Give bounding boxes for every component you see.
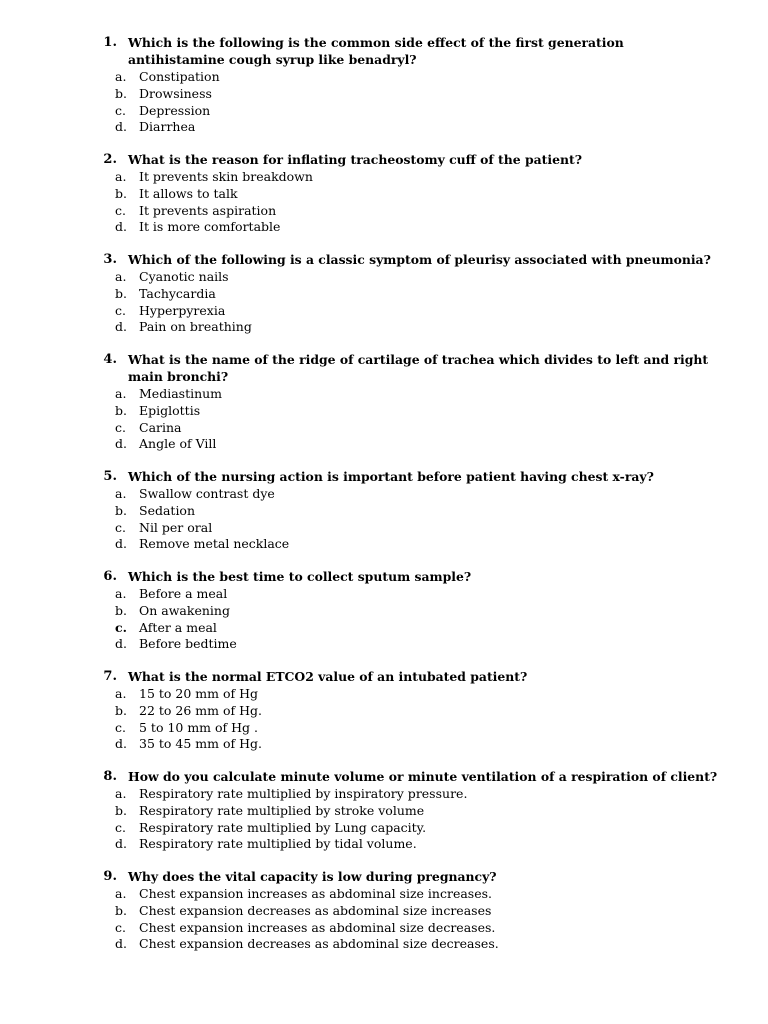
option-letter: d. <box>115 436 127 452</box>
option-text: Chest expansion decreases as abdominal size increases <box>139 902 492 918</box>
option-text: Constipation <box>139 69 220 84</box>
question-line <box>0 34 768 68</box>
question-item <box>0 151 768 235</box>
question-text: What is the name of the ridge of cartilage of trachea which divides to left and right main bronchi? <box>128 352 709 384</box>
question-number: 4. <box>103 352 117 367</box>
answer-option <box>0 802 768 819</box>
option-letter: b. <box>115 802 127 818</box>
option-text: Pain on breathing <box>139 319 252 335</box>
question-number: 2. <box>103 152 117 167</box>
option-letter: b. <box>115 185 127 201</box>
answer-option <box>0 268 768 285</box>
option-text: On awakening <box>139 602 230 618</box>
question-number: 6. <box>103 569 117 584</box>
option-letter: c. <box>115 102 126 118</box>
question-item <box>0 768 768 852</box>
option-letter: b. <box>115 85 127 101</box>
option-letter: c. <box>115 202 126 218</box>
answer-option <box>0 168 768 185</box>
answer-option <box>0 85 768 102</box>
option-letter: c. <box>115 619 127 635</box>
answer-option <box>0 735 768 752</box>
option-letter: c. <box>115 419 126 435</box>
answer-option <box>0 535 768 552</box>
answer-option <box>0 785 768 802</box>
option-text: Chest expansion increases as abdominal size decreases. <box>139 919 496 935</box>
option-text: Cyanotic nails <box>139 269 229 284</box>
option-text: Epiglottis <box>139 402 201 418</box>
answer-option <box>0 702 768 719</box>
answer-option <box>0 602 768 619</box>
option-text: Hyperpyrexia <box>139 302 226 318</box>
answer-option <box>0 68 768 85</box>
option-text: Tachycardia <box>139 285 216 301</box>
option-text: Respiratory rate multiplied by inspiratory pressure. <box>139 786 468 801</box>
option-text: 22 to 26 mm of Hg. <box>139 702 262 718</box>
answer-option <box>0 935 768 952</box>
option-text: Sedation <box>139 502 196 518</box>
answer-option <box>0 502 768 519</box>
answer-option <box>0 485 768 502</box>
option-letter: d. <box>115 219 127 235</box>
question-line <box>0 568 768 585</box>
option-text: Chest expansion decreases as abdominal size decreases. <box>139 936 499 952</box>
answer-option <box>0 318 768 335</box>
option-text: Respiratory rate multiplied by Lung capacity. <box>139 819 427 835</box>
question-text: What is the normal ETCO2 value of an intubated patient? <box>128 669 528 684</box>
option-letter: a. <box>115 69 127 84</box>
answer-option <box>0 635 768 652</box>
question-item <box>0 468 768 552</box>
option-letter: b. <box>115 902 127 918</box>
answer-option <box>0 819 768 836</box>
answer-option <box>0 435 768 452</box>
option-letter: d. <box>115 936 127 952</box>
question-text: Why does the vital capacity is low during pregnancy? <box>128 869 497 884</box>
option-letter: a. <box>115 486 127 501</box>
option-letter: b. <box>115 502 127 518</box>
option-text: Respiratory rate multiplied by stroke volume <box>139 802 425 818</box>
option-letter: a. <box>115 586 127 601</box>
answer-option <box>0 835 768 852</box>
question-number: 5. <box>103 469 117 484</box>
option-letter: d. <box>115 636 127 652</box>
question-item <box>0 668 768 752</box>
option-letter: c. <box>115 919 126 935</box>
question-line <box>0 868 768 885</box>
option-letter: c. <box>115 302 126 318</box>
option-letter: b. <box>115 402 127 418</box>
question-text: Which of the nursing action is important before patient having chest x-ray? <box>128 469 654 484</box>
option-letter: d. <box>115 119 127 135</box>
option-letter: b. <box>115 285 127 301</box>
question-item <box>0 251 768 335</box>
answer-option <box>0 619 768 636</box>
option-letter: c. <box>115 519 126 535</box>
question-number: 3. <box>103 252 117 267</box>
answer-option <box>0 685 768 702</box>
option-letter: d. <box>115 536 127 552</box>
option-text: 35 to 45 mm of Hg. <box>139 736 262 752</box>
answer-option <box>0 385 768 402</box>
question-line <box>0 468 768 485</box>
answer-option <box>0 419 768 436</box>
option-letter: a. <box>115 786 127 801</box>
answer-option <box>0 919 768 936</box>
option-text: Remove metal necklace <box>139 536 290 552</box>
option-letter: d. <box>115 836 127 852</box>
option-letter: b. <box>115 702 127 718</box>
option-text: 5 to 10 mm of Hg . <box>139 719 258 735</box>
question-item <box>0 868 768 952</box>
option-text: Carina <box>139 419 182 435</box>
question-number: 8. <box>103 769 117 784</box>
question-line <box>0 251 768 268</box>
question-number: 7. <box>103 669 117 684</box>
answer-option <box>0 402 768 419</box>
answer-option <box>0 719 768 736</box>
question-list <box>0 34 768 968</box>
option-text: Respiratory rate multiplied by tidal volume. <box>139 836 417 852</box>
option-text: Chest expansion increases as abdominal size increases. <box>139 886 493 901</box>
question-text: Which is the following is the common side effect of the first generation antihistamine cough syrup like benadryl? <box>128 35 624 67</box>
option-letter: a. <box>115 386 127 401</box>
option-text: Angle of Vill <box>139 436 217 452</box>
option-text: Mediastinum <box>139 386 223 401</box>
option-text: It prevents skin breakdown <box>139 169 313 184</box>
option-letter: a. <box>115 169 127 184</box>
option-letter: d. <box>115 319 127 335</box>
question-line <box>0 151 768 168</box>
answer-option <box>0 118 768 135</box>
option-letter: a. <box>115 686 127 701</box>
option-letter: d. <box>115 736 127 752</box>
option-text: It allows to talk <box>139 185 238 201</box>
answer-option <box>0 185 768 202</box>
question-line <box>0 668 768 685</box>
option-text: Depression <box>139 102 211 118</box>
option-text: Before bedtime <box>139 636 237 652</box>
question-item <box>0 351 768 452</box>
question-number: 1. <box>103 35 117 50</box>
option-letter: a. <box>115 269 127 284</box>
answer-option <box>0 285 768 302</box>
question-text: Which of the following is a classic symptom of pleurisy associated with pneumonia? <box>128 252 711 267</box>
option-letter: c. <box>115 819 126 835</box>
question-text: How do you calculate minute volume or minute ventilation of a respiration of client? <box>128 769 718 784</box>
answer-option <box>0 885 768 902</box>
option-text: After a meal <box>139 619 217 635</box>
question-line <box>0 351 768 385</box>
question-line <box>0 768 768 785</box>
answer-option <box>0 102 768 119</box>
answer-option <box>0 519 768 536</box>
question-item <box>0 568 768 652</box>
option-text: Diarrhea <box>139 119 196 135</box>
option-letter: b. <box>115 602 127 618</box>
option-letter: c. <box>115 719 126 735</box>
option-letter: a. <box>115 886 127 901</box>
option-text: It is more comfortable <box>139 219 281 235</box>
answer-option <box>0 585 768 602</box>
answer-option <box>0 218 768 235</box>
answer-option <box>0 202 768 219</box>
option-text: 15 to 20 mm of Hg <box>139 686 258 701</box>
option-text: Nil per oral <box>139 519 213 535</box>
question-number: 9. <box>103 869 117 884</box>
question-item <box>0 34 768 135</box>
option-text: Drowsiness <box>139 85 212 101</box>
answer-option <box>0 902 768 919</box>
answer-option <box>0 302 768 319</box>
question-text: What is the reason for inflating tracheostomy cuff of the patient? <box>128 152 582 167</box>
option-text: It prevents aspiration <box>139 202 277 218</box>
option-text: Before a meal <box>139 586 228 601</box>
option-text: Swallow contrast dye <box>139 486 275 501</box>
question-text: Which is the best time to collect sputum sample? <box>128 569 472 584</box>
